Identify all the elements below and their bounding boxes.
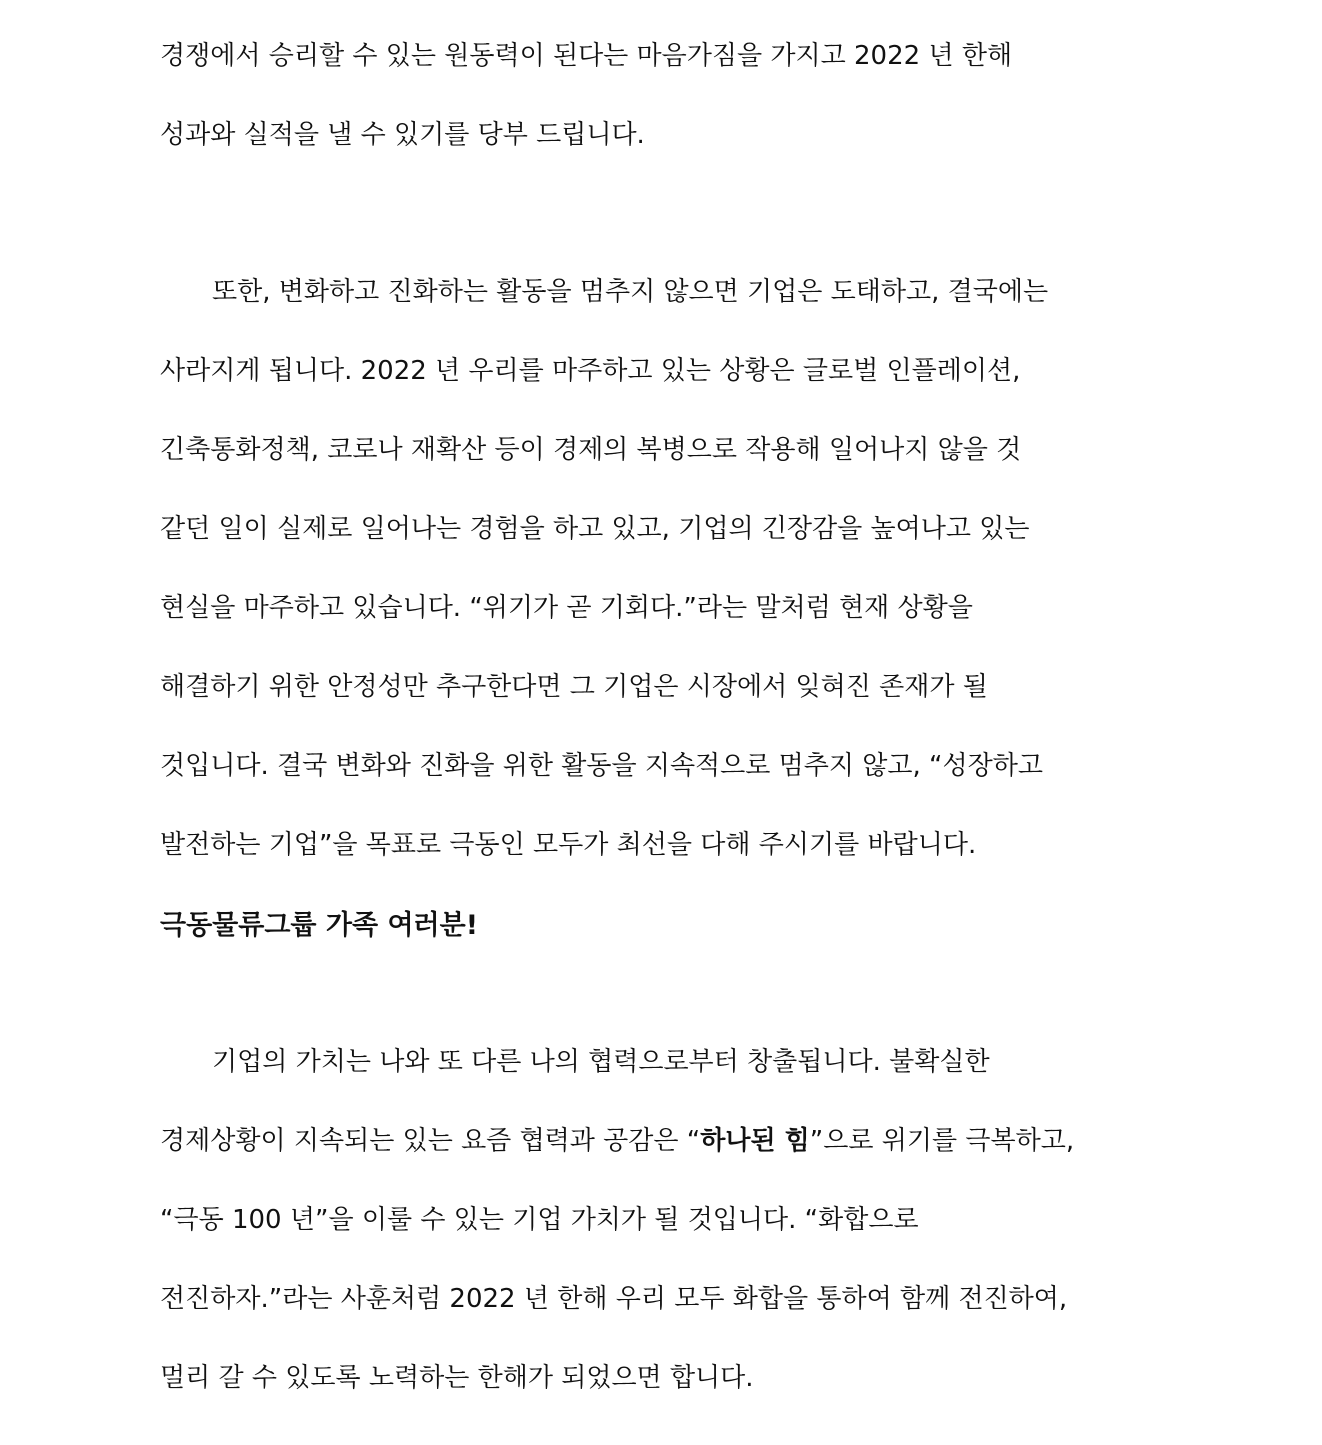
p3-line2-pre: 경제상황이 지속되는 있는 요즘 협력과 공감은 “	[160, 1126, 701, 1156]
p2-line1: 또한, 변화하고 진화하는 활동을 멈추지 않으면 기업은 도태하고, 결국에는	[212, 277, 1049, 307]
p3-line2-bold: 하나된 힘	[700, 1126, 810, 1156]
p1-line2: 성과와 실적을 낼 수 있기를 당부 드립니다.	[160, 120, 645, 150]
p2-line4: 같던 일이 실제로 일어나는 경험을 하고 있고, 기업의 긴장감을 높여나고 있는	[160, 514, 1030, 544]
p3-line1: 기업의 가치는 나와 또 다른 나의 협력으로부터 창출됩니다. 불확실한	[212, 1047, 990, 1077]
section-heading: 극동물류그룹 가족 여러분!	[160, 910, 479, 941]
p2-line5: 현실을 마주하고 있습니다. “위기가 곧 기회다.”라는 말처럼 현재 상황을	[160, 593, 973, 623]
p2-line6: 해결하기 위한 안정성만 추구한다면 그 기업은 시장에서 잊혀진 존재가 될	[160, 672, 988, 702]
p1-line1: 경쟁에서 승리할 수 있는 원동력이 된다는 마음가짐을 가지고 2022 년 한해	[160, 41, 1013, 71]
p3-line4: 전진하자.”라는 사훈처럼 2022 년 한해 우리 모두 화합을 통하여 함께 전진하여,	[160, 1284, 1068, 1314]
p3-line2-post: ”으로 위기를 극복하고,	[809, 1126, 1075, 1156]
p2-line7: 것입니다. 결국 변화와 진화을 위한 활동을 지속적으로 멈추지 않고, “성장하고	[160, 751, 1043, 781]
p3-line3: “극동 100 년”을 이룰 수 있는 기업 가치가 될 것입니다. “화합으로	[160, 1205, 919, 1235]
p2-line3: 긴축통화정책, 코로나 재확산 등이 경제의 복병으로 작용해 일어나지 않을 것	[160, 435, 1022, 465]
p2-line2: 사라지게 됩니다. 2022 년 우리를 마주하고 있는 상황은 글로벌 인플레이션,	[160, 356, 1021, 386]
p2-line8: 발전하는 기업”을 목표로 극동인 모두가 최선을 다해 주시기를 바랍니다.	[160, 830, 977, 860]
p3-line5: 멀리 갈 수 있도록 노력하는 한해가 되었으면 합니다.	[160, 1363, 754, 1393]
p3-line2	[160, 1121, 1162, 1161]
